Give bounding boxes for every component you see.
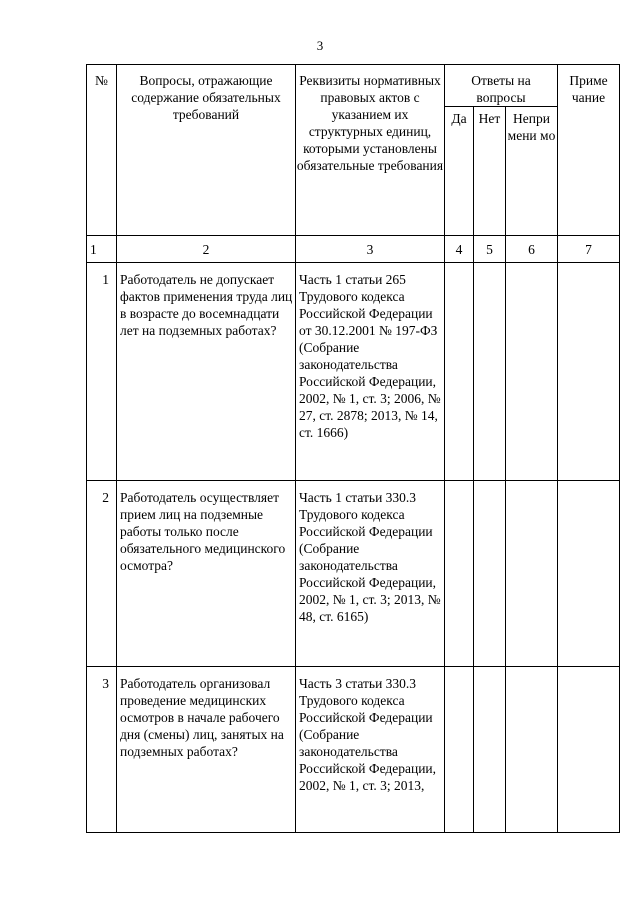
table-row (87, 263, 620, 481)
row-number: 2 (87, 481, 117, 667)
column-number: 4 (445, 236, 474, 263)
reference-text: Часть 1 статьи 330.3 Трудового кодекса Российской Федерации (Собрание законодательства Российской Федерации, 2002, № 1, ст. 3; 2013, № 48, ст. 6165) (296, 481, 445, 667)
question-text: Работодатель организовал проведение медицинских осмотров в начале рабочего дня (смены) лиц, занятых на подземных работах? (117, 667, 296, 833)
column-number: 2 (117, 236, 296, 263)
answer-no-cell (474, 667, 506, 833)
header-note: Приме чание (558, 65, 620, 236)
table-row (87, 667, 620, 833)
note-cell (558, 481, 620, 667)
header-yes: Да (445, 107, 474, 236)
answer-no-cell (474, 481, 506, 667)
answer-na-cell (506, 667, 558, 833)
row-number: 3 (87, 667, 117, 833)
header-questions: Вопросы, отражающие содержание обязательных требований (117, 65, 296, 236)
reference-text: Часть 1 статьи 265 Трудового кодекса Российской Федерации от 30.12.2001 № 197-ФЗ (Собрание законодательства Российской Федерации, 2002, № 1, ст. 3; 2006, № 27, ст. 2878; 2013, № 14, ст. 1666) (296, 263, 445, 481)
header-not-applicable: Непри мени мо (506, 107, 558, 236)
header-requisites: Реквизиты нормативных правовых актов с указанием их структурных единиц, которыми установлены обязательные требования (296, 65, 445, 236)
column-number: 1 (87, 236, 117, 263)
header-answers: Ответы на вопросы (445, 65, 558, 107)
row-number: 1 (87, 263, 117, 481)
column-number: 5 (474, 236, 506, 263)
note-cell (558, 667, 620, 833)
column-number: 7 (558, 236, 620, 263)
answer-no-cell (474, 263, 506, 481)
answer-yes-cell (445, 667, 474, 833)
header-no: Нет (474, 107, 506, 236)
answer-na-cell (506, 481, 558, 667)
column-number-row (87, 236, 620, 263)
question-text: Работодатель осуществляет прием лиц на подземные работы только после обязательного медицинского осмотра? (117, 481, 296, 667)
reference-text: Часть 3 статьи 330.3 Трудового кодекса Российской Федерации (Собрание законодательства Российской Федерации, 2002, № 1, ст. 3; 2013, (296, 667, 445, 833)
note-cell (558, 263, 620, 481)
requirements-table (86, 64, 620, 833)
page-number: 3 (316, 38, 324, 53)
column-number: 3 (296, 236, 445, 263)
table-row (87, 481, 620, 667)
header-row-1 (87, 65, 620, 107)
column-number: 6 (506, 236, 558, 263)
question-text: Работодатель не допускает фактов применения труда лиц в возрасте до восемнадцати лет на подземных работах? (117, 263, 296, 481)
header-num: № (87, 65, 117, 236)
answer-yes-cell (445, 263, 474, 481)
answer-na-cell (506, 263, 558, 481)
answer-yes-cell (445, 481, 474, 667)
